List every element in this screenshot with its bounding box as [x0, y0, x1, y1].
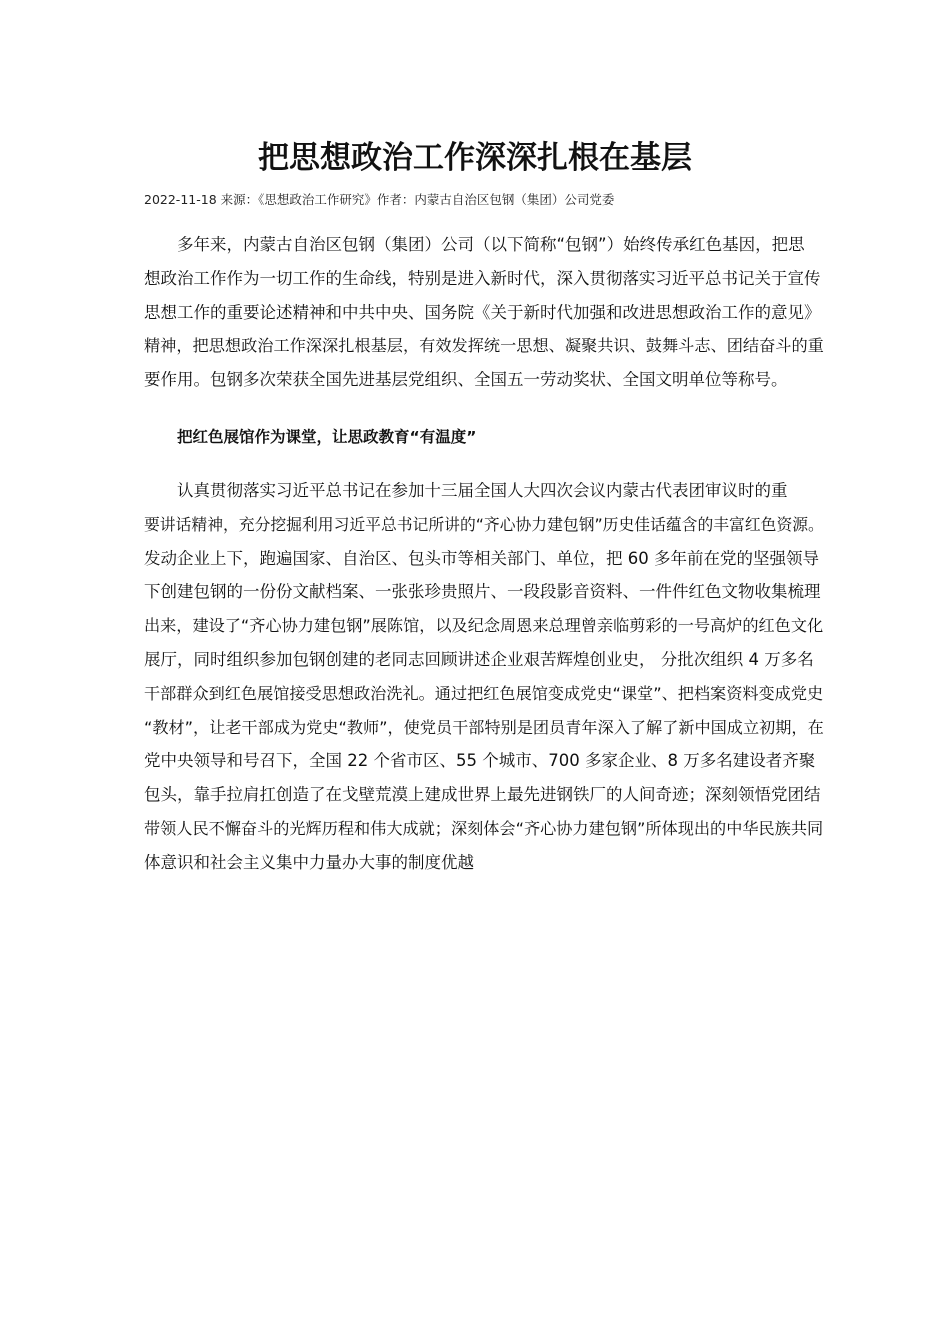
paragraph-body [144, 474, 824, 880]
paragraph-line: 要讲话精神，充分挖掘利用习近平总书记所讲的“齐心协力建包钢”历史佳话蕴含的丰富红色资源。 [144, 514, 824, 534]
paragraph-line: 要作用。包钢多次荣获全国先进基层党组织、全国五一劳动奖状、全国文明单位等称号。 [144, 370, 788, 390]
paragraph-line: 出来，建设了“齐心协力建包钢”展陈馆，以及纪念周恩来总理曾亲临剪彩的一号高炉的红色文化 [144, 616, 824, 636]
paragraph-line: 体意识和社会主义集中力量办大事的制度优越 [144, 852, 474, 872]
paragraph-line: 多年来，内蒙古自治区包钢（集团）公司（以下简称“包钢”）始终传承红色基因，把思 [177, 235, 805, 254]
paragraph-line: 下创建包钢的一份份文献档案、一张张珍贵照片、一段段影音资料、一件件红色文物收集梳理 [144, 582, 821, 602]
paragraph-line: 包头，靠手拉肩扛创造了在戈壁荒漠上建成世界上最先进钢铁厂的人间奇迹；深刻领悟党团结 [144, 785, 821, 805]
paragraph-line: 认真贯彻落实习近平总书记在参加十三届全国人大四次会议内蒙古代表团审议时的重 [177, 481, 788, 500]
paragraph-line: 党中央领导和号召下，全国 22 个省市区、55 个城市、700 多家企业、8 万多名建设者齐聚 [144, 751, 816, 771]
paragraph-line: 干部群众到红色展馆接受思想政治洗礼。通过把红色展馆变成党史“课堂”、把档案资料变成党史 [144, 683, 824, 703]
article-title: 把思想政治工作深深扎根在基层 [258, 140, 692, 176]
paragraph-line: 发动企业上下，跑遍国家、自治区、包头市等相关部门、单位，把 60 多年前在党的坚强领导 [144, 548, 819, 568]
paragraph-line: 带领人民不懈奋斗的光辉历程和伟大成就；深刻体会“齐心协力建包钢”所体现出的中华民族共同 [144, 818, 824, 838]
article-meta: 2022-11-18 来源：《思想政治工作研究》作者：内蒙古自治区包钢（集团）公司党委 [144, 192, 615, 207]
section-heading: 把红色展馆作为课堂，让思政教育“有温度” [177, 428, 477, 446]
paragraph-line: 思想工作的重要论述精神和中共中央、国务院《关于新时代加强和改进思想政治工作的意见》 [144, 302, 821, 322]
paragraph-line: “教材”，让老干部成为党史“教师”，使党员干部特别是团员青年深入了解了新中国成立初期，在 [144, 717, 824, 737]
paragraph-line: 想政治工作作为一切工作的生命线，特别是进入新时代，深入贯彻落实习近平总书记关于宣传 [144, 268, 821, 288]
paragraph-line: 展厅，同时组织参加包钢创建的老同志回顾讲述企业艰苦辉煌创业史， 分批次组织 4 万多名 [144, 649, 814, 669]
paragraph-line: 精神，把思想政治工作深深扎根基层，有效发挥统一思想、凝聚共识、鼓舞斗志、团结奋斗的重 [144, 336, 824, 356]
paragraph-intro [144, 228, 824, 397]
